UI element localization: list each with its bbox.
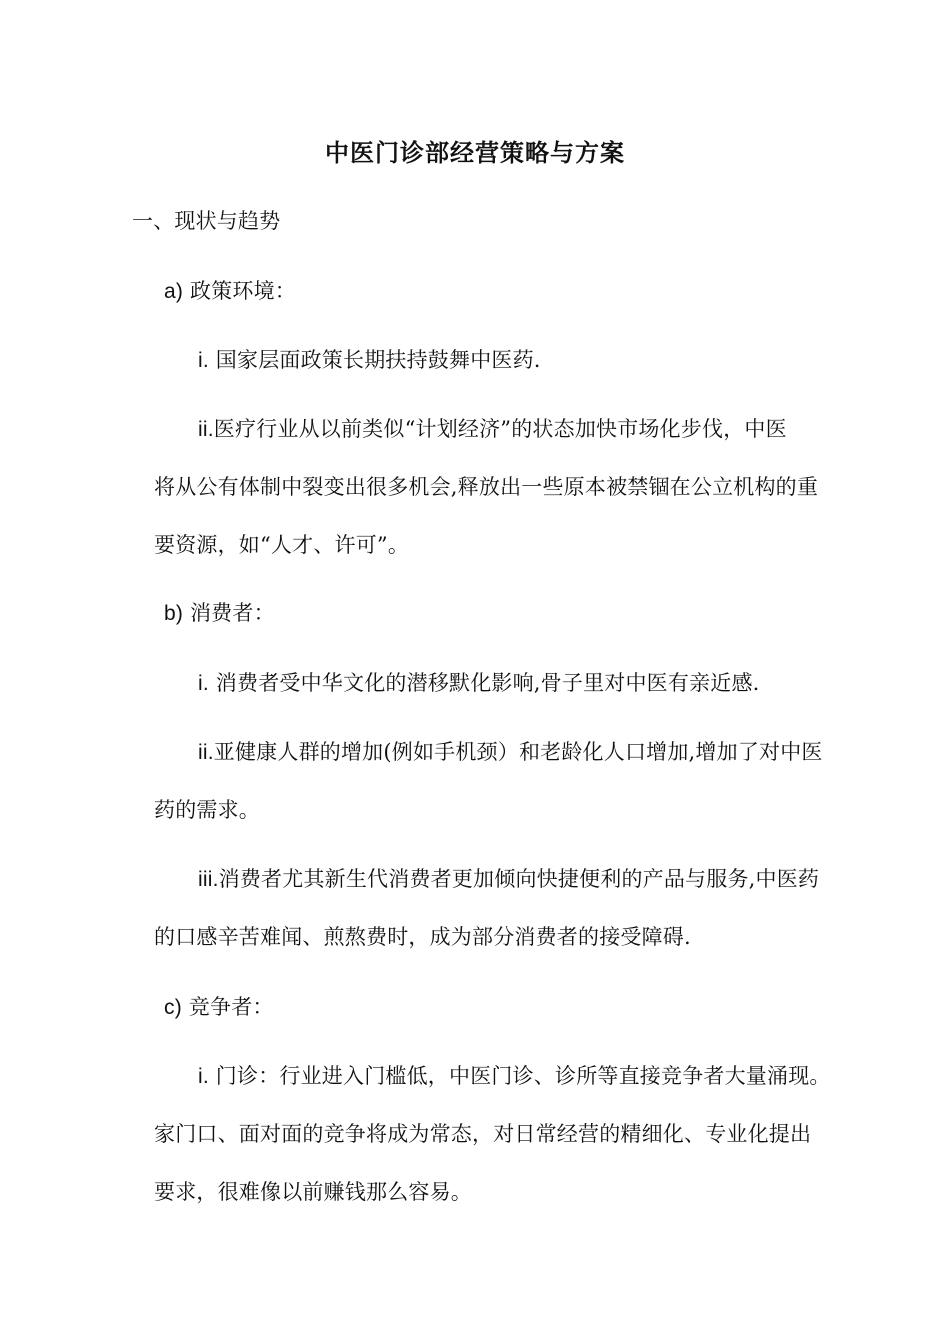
subsection-b-heading	[164, 598, 275, 629]
document-title: 中医门诊部经营策略与方案	[325, 138, 625, 167]
subsection-b-marker: b)	[164, 602, 184, 625]
subsection-a-label: 政策环境：	[189, 279, 296, 303]
item-c-i-line3: 要求，很难像以前赚钱那么容易。	[154, 1180, 472, 1204]
item-marker: ii.	[198, 741, 214, 764]
item-marker: i.	[198, 1065, 209, 1088]
item-b-i	[198, 668, 760, 699]
item-b-iii	[198, 864, 819, 895]
item-b-ii	[198, 737, 823, 768]
item-text: 亚健康人群的增加(例如手机颈）和老龄化人口增加,增加了对中医	[213, 740, 823, 764]
subsection-a-marker: a)	[164, 280, 184, 303]
subsection-a-heading	[164, 276, 296, 307]
item-marker: ii.	[198, 418, 214, 441]
item-a-ii-line3: 要资源，如“人才、许可”。	[154, 533, 410, 557]
item-marker: i.	[198, 349, 209, 372]
item-c-i	[198, 1061, 831, 1092]
subsection-c-label: 竞争者：	[188, 995, 274, 1019]
subsection-c-marker: c)	[164, 996, 182, 1019]
item-a-i	[198, 345, 541, 376]
item-a-ii-line2: 将从公有体制中裂变出很多机会,释放出一些原本被禁锢在公立机构的重	[154, 475, 819, 499]
item-marker: iii.	[198, 868, 219, 891]
item-c-i-line2: 家门口、面对面的竞争将成为常态，对日常经营的精细化、专业化提出	[154, 1122, 812, 1146]
item-marker: i.	[198, 672, 209, 695]
item-b-iii-line2: 的口感辛苦难闻、煎熬费时，成为部分消费者的接受障碍.	[154, 925, 691, 949]
item-b-ii-line2: 药的需求。	[154, 798, 260, 822]
subsection-c-heading	[164, 992, 274, 1023]
item-text: 消费者受中华文化的潜移默化影响,骨子里对中医有亲近感.	[215, 671, 760, 695]
section-heading: 一、现状与趋势	[132, 209, 281, 233]
item-text: 消费者尤其新生代消费者更加倾向快捷便利的产品与服务,中医药	[218, 867, 820, 891]
item-text: 门诊：行业进入门槛低，中医门诊、诊所等直接竞争者大量涌现。	[215, 1064, 831, 1088]
item-text: 国家层面政策长期扶持鼓舞中医药.	[215, 348, 541, 372]
item-text: 医疗行业从以前类似“计划经济”的状态加快市场化步伐，中医	[213, 417, 787, 441]
subsection-b-label: 消费者：	[189, 601, 275, 625]
item-a-ii	[198, 414, 787, 445]
